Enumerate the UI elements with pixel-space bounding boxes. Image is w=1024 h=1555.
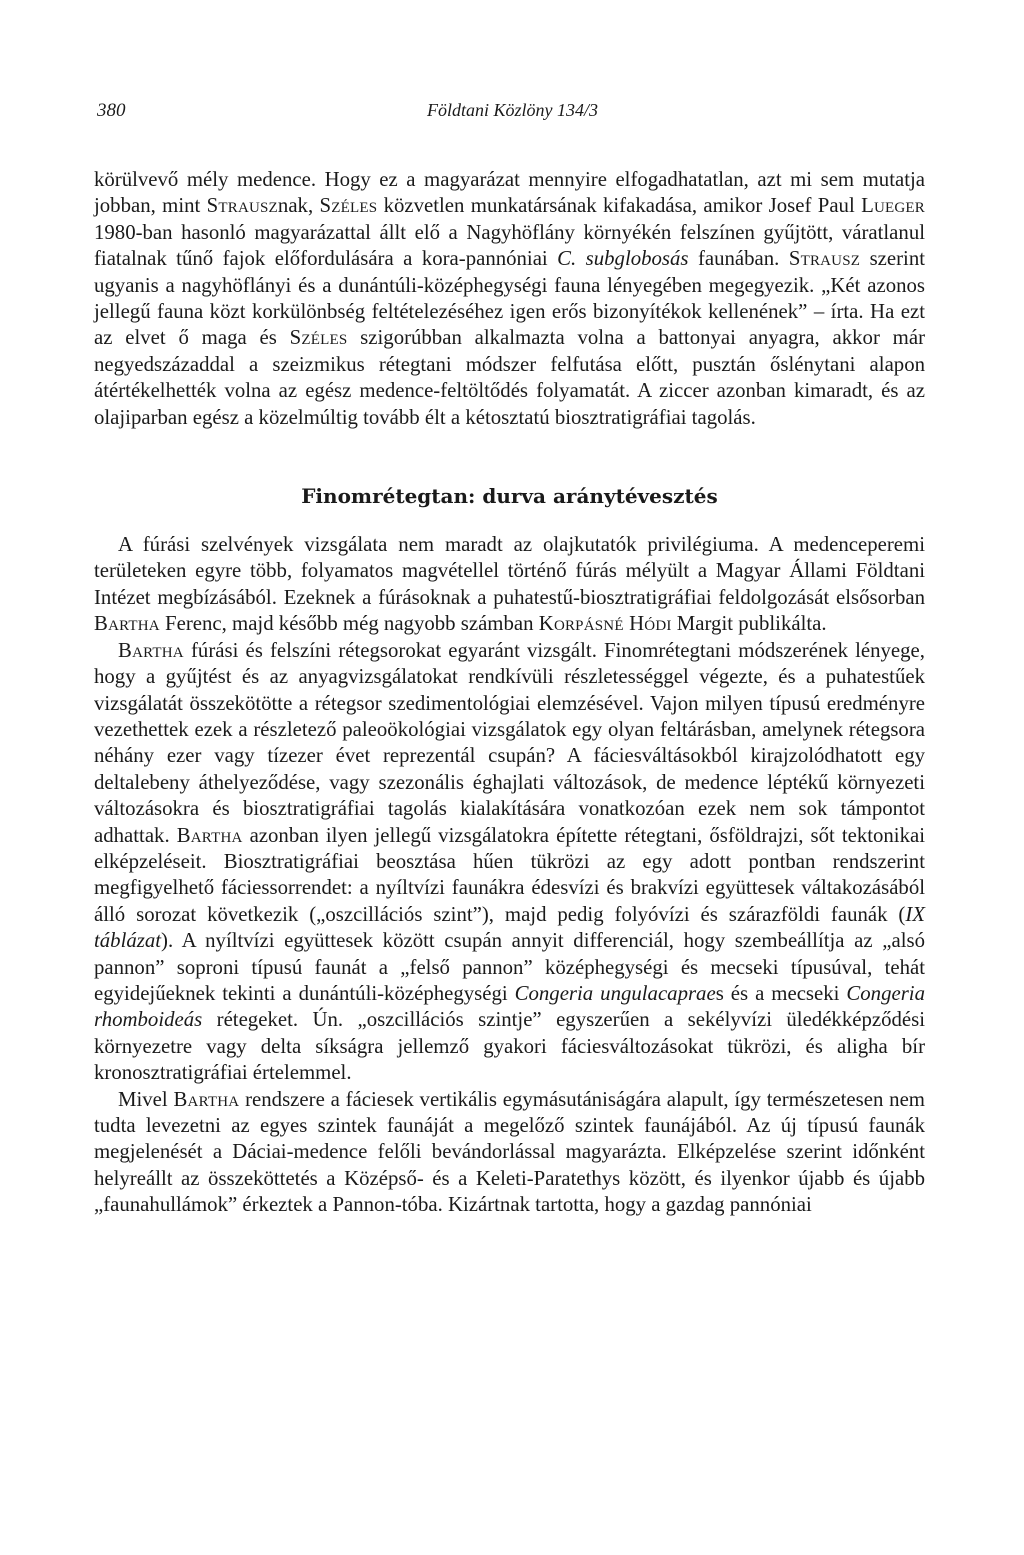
author-name: Széles bbox=[319, 194, 378, 218]
section-heading: Finomrétegtan: durva aránytévesztés bbox=[301, 484, 718, 509]
text-run: 1980-ban hasonló magyarázattal állt elő a Nagyhöflány környékén felszínen gyűjtött, váratlanul fiatalnak tűnő fajok előfordulására a kora-pannóniai bbox=[94, 220, 925, 271]
text-run: azonban ilyen jellegű vizsgálatokra építette rétegtani, ősföldrajzi, sőt tektonikai elképzeléseit. Biosztratigráfiai beosztása hűen tükrözi az egy adott pontban rendszerint megfigyelhető fáciessorrendet: a nyíltvízi faunákra édesvízi és brakvízi együttesek váltakozásából álló sorozat következik („oszcillációs szint”), majd pedig folyóvízi és szárazföldi faunák ( bbox=[94, 823, 925, 926]
author-name: Korpásné Hódi bbox=[538, 612, 672, 636]
text-run: körülvevő mély medence. Hogy ez a magyarázat mennyire elfogadhatatlan, azt mi sem mutatja jobban, mint bbox=[94, 168, 925, 218]
author-name: Lueger bbox=[861, 194, 925, 218]
text-run: közvetlen munkatársának kifakadása, amikor Josef Paul bbox=[377, 194, 862, 218]
taxon-name: Congeria rhomboideás bbox=[94, 981, 925, 1032]
author-name: Bartha bbox=[94, 612, 160, 636]
text-run: szerint ugyanis a nagyhöflányi és a dunántúli-középhegységi fauna lényegében megegyezik. „Két azonos jellegű fauna közt korkülönbség feltételezéséhez igen erős bizonyítékok kellenének” – írta. Ha ezt az elvet ő maga és bbox=[94, 247, 925, 350]
article-body bbox=[94, 167, 925, 1219]
author-name: Bartha bbox=[173, 1087, 240, 1111]
author-name: Széles bbox=[289, 326, 348, 350]
taxon-name: Congeria ungulacaprae bbox=[514, 981, 716, 1005]
running-header bbox=[97, 100, 927, 130]
paragraph-1 bbox=[94, 167, 925, 431]
paragraph-2 bbox=[94, 532, 925, 638]
paragraph-4 bbox=[94, 1087, 925, 1219]
text-run: ). A nyíltvízi együttesek között csupán annyit differenciál, hogy szembeállítja az „alsó pannon” soproni típusú faunát a „felső pannon” középhegységi és mecseki típusúval, tehát egyidejűeknek tekinti a dunántúli-középhegységi bbox=[94, 929, 925, 1005]
text-run: szigorúbban alkalmazta volna a battonyai anyagra, akkor már negyedszázaddal a szeizmikus rétegtani módszer felfutása előtt, pusztán őslénytani alapon átértékelhették volna az egész medence-feltöltődés folyamatát. A ziccer azonban kimaradt, és az olajiparban egész a közelmúltig tovább élt a kétosztatú biosztratigráfiai tagolás. bbox=[94, 326, 925, 429]
author-name: Bartha bbox=[176, 823, 243, 847]
text-run: Mivel bbox=[118, 1087, 174, 1111]
page-number: 380 bbox=[97, 100, 126, 121]
text-run: s és a mecseki bbox=[715, 981, 847, 1005]
table-reference: IX táblázat bbox=[94, 902, 925, 953]
paragraph-3 bbox=[94, 638, 925, 1087]
text-run: faunában. bbox=[688, 247, 789, 271]
journal-title: Földtani Közlöny 134/3 bbox=[427, 100, 598, 120]
text-run: A fúrási szelvények vizsgálata nem maradt az olajkutatók privilégiuma. A medenceperemi területeken egyre több, folyamatos magvétellel történő fúrás mélyült a Magyar Állami Földtani Intézet megbízásából. Ezeknek a fúrásoknak a puhatestű-biosztratigráfiai feldolgozását elsősorban bbox=[94, 533, 925, 609]
text-run: fúrási és felszíni rétegsorokat egyaránt vizsgált. Finomrétegtani módszerének lényege, hogy a gyűjtést és az anyagvizsgálatokat rendkívüli részletességgel végezte, és a puhatestűek vizsgálatát összekötötte a rétegsor szedimentológiai elemzésével. Vajon milyen típusú eredményre vezethettek ezek a részletező paleoökológiai vizsgálatok egy olyan feltárásban, amelynek rétegsora néhány ezer vagy tízezer évet reprezentál csupán? A fáciesváltásokból kirajzolódhatott egy deltalebeny áthelyeződése, vagy szezonális éghajlati változások, de medence léptékű környezeti változásokra és biosztratigráfiai tagolás kialakítására vonatkozóan ezek nem sok támpontot adhattak. bbox=[94, 638, 925, 847]
text-run: nak, bbox=[277, 194, 320, 218]
taxon-name: C. subglobosás bbox=[557, 247, 689, 271]
author-name: Bartha bbox=[118, 638, 184, 662]
text-run: Margit publikálta. bbox=[671, 612, 827, 636]
text-run: rétegeket. Ún. „oszcillációs szintje” egyszerűen a sekélyvízi üledékképződési környezetre vagy delta síkságra jellemző gyakori fáciesváltozásokat tükrözi, és aligha bír kronosztratigráfiai értelemmel. bbox=[94, 1008, 925, 1085]
text-run: Ferenc, majd később még nagyobb számban bbox=[159, 612, 539, 636]
author-name: Strausz bbox=[206, 194, 278, 218]
text-run: rendszere a fáciesek vertikális egymásutániságára alapult, így természetesen nem tudta levezetni az egyes szintek faunáját a megelőző szintek faunájából. Az új típusú faunák megjelenését a Dáciai-medence felőli bevándorlással magyarázta. Elképzelése szerint időnként helyreállt az összeköttetés a Középső- és a Keleti-Paratethys között, és ilyenkor újabb és újabb „faunahullámok” érkeztek a Pannon-tóba. Kizártnak tartotta, hogy a gazdag pannóniai bbox=[94, 1087, 925, 1217]
author-name: Strausz bbox=[788, 247, 861, 271]
